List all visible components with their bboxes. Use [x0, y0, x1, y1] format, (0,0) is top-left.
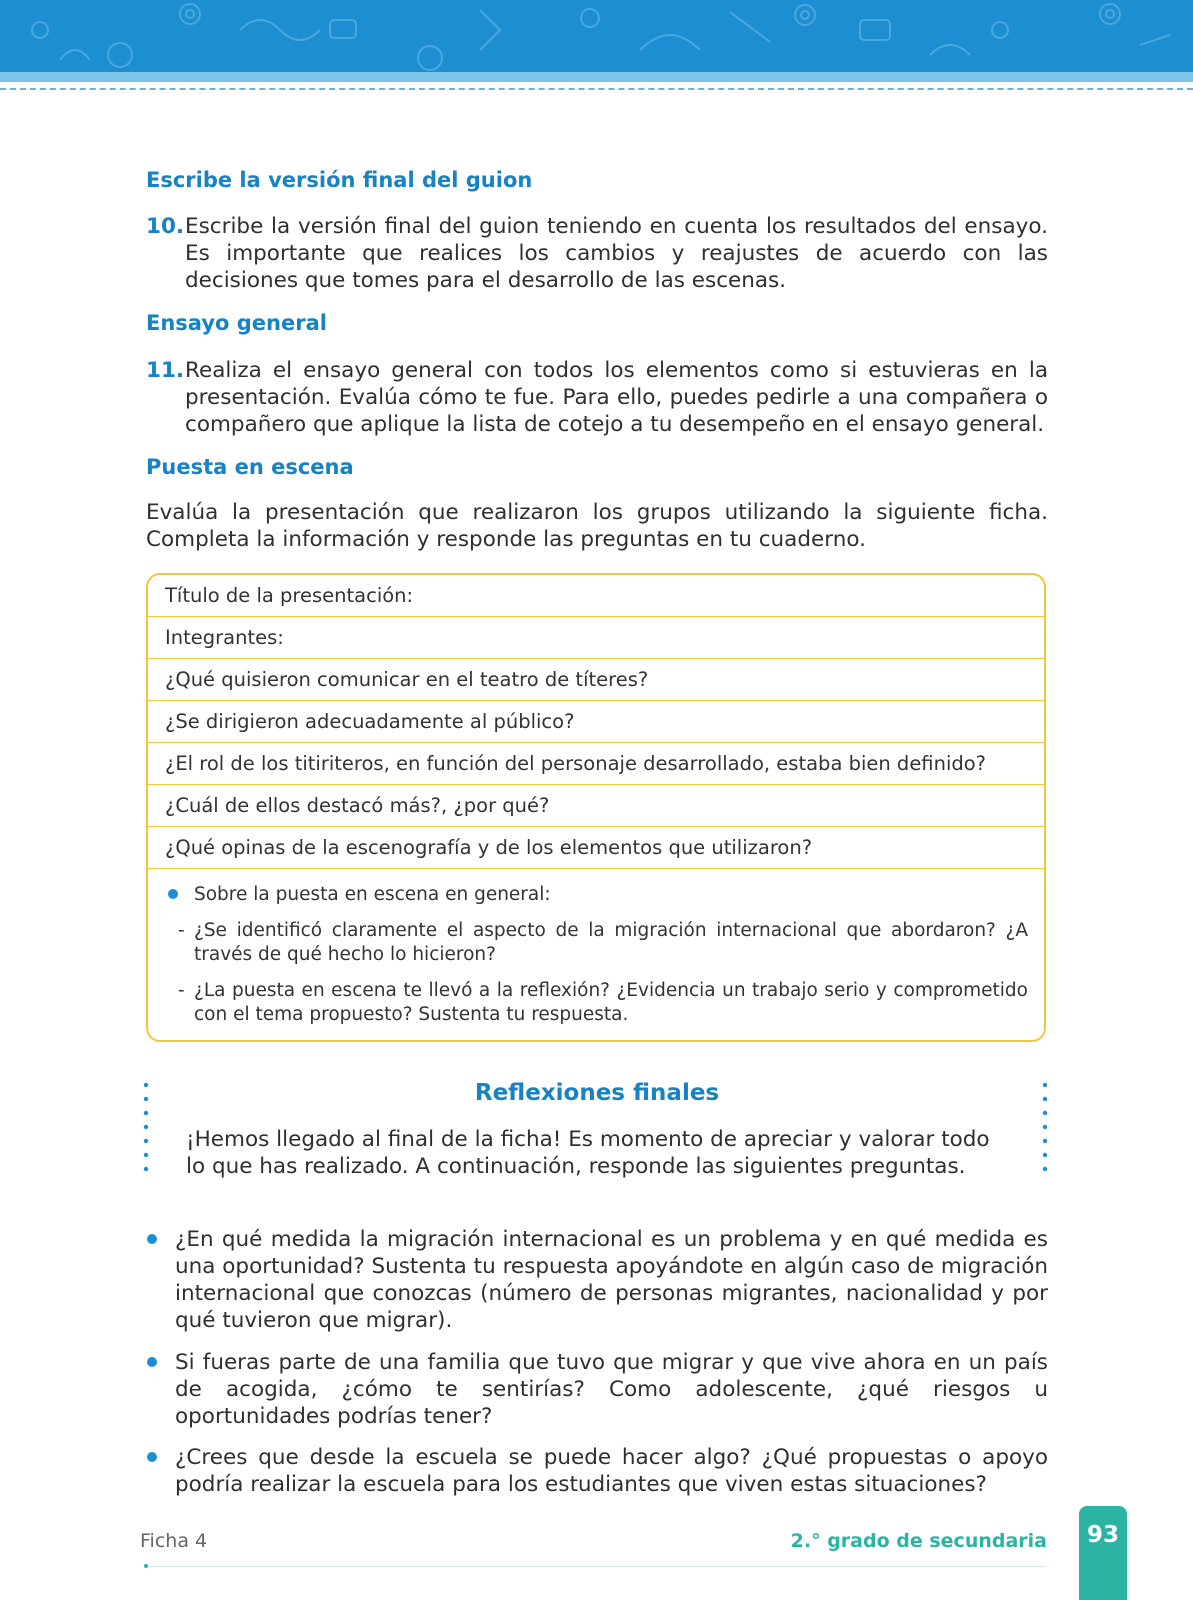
question-text: ¿En qué medida la migración internacional es un problema y en qué medida es una oportunidad? Sustenta tu respuesta apoyándote en algún caso de migración internacional que conozcas (número de personas migrantes, nacionalidad y por qué tuvieron que migrar).: [175, 1227, 1048, 1333]
header-banner: [0, 0, 1193, 72]
footer-ficha-label: Ficha 4: [140, 1530, 208, 1552]
list-item-11: [146, 357, 1048, 438]
footer-dot-icon: [144, 1564, 148, 1568]
heading-puesta-en-escena: Puesta en escena: [146, 455, 354, 479]
form-row: ¿Qué quisieron comunicar en el teatro de títeres?: [148, 659, 1044, 701]
question-item: [146, 1444, 1048, 1498]
list-item-10: [146, 213, 1048, 294]
form-row: ¿Qué opinas de la escenografía y de los elementos que utilizaron?: [148, 827, 1044, 869]
form-row: ¿Cuál de ellos destacó más?, ¿por qué?: [148, 785, 1044, 827]
page-number: 93: [1079, 1506, 1127, 1600]
bullet-icon: [147, 1234, 157, 1244]
footer-divider: [146, 1566, 1046, 1567]
form-subitem-text: ¿La puesta en escena te llevó a la reflexión? ¿Evidencia un trabajo serio y comprometido con el tema propuesto? Sustenta tu respuesta.: [194, 980, 1028, 1025]
dash-icon: -: [178, 980, 185, 1001]
form-row: ¿Se dirigieron adecuadamente al público?: [148, 701, 1044, 743]
evaluation-form: [146, 573, 1046, 1042]
form-general-section: [148, 869, 1044, 1027]
bullet-icon: [147, 1357, 157, 1367]
header-dashed-divider: [0, 88, 1193, 90]
question-text: ¿Crees que desde la escuela se puede hacer algo? ¿Qué propuestas o apoyo podría realizar la escuela para los estudiantes que viven estas situaciones?: [175, 1445, 1048, 1497]
form-row: ¿El rol de los titiriteros, en función del personaje desarrollado, estaba bien definido?: [148, 743, 1044, 785]
form-row: Título de la presentación:: [148, 575, 1044, 617]
item-text: Realiza el ensayo general con todos los elementos como si estuvieras en la presentación. Evalúa cómo te fue. Para ello, puedes pedirle a una compañera o compañero que aplique la lista de cotejo a tu desempeño en el ensayo general.: [185, 358, 1048, 437]
puesta-intro: Evalúa la presentación que realizaron los grupos utilizando la siguiente ficha. Completa la información y responde las preguntas en tu cuaderno.: [146, 500, 1048, 552]
bullet-icon: [147, 1452, 157, 1462]
item-number: 10.: [146, 214, 185, 239]
form-bullet: [165, 882, 1028, 907]
doodle-pattern-icon: [0, 0, 1193, 72]
question-text: Si fueras parte de una familia que tuvo que migrar y que vive ahora en un país de acogida, ¿cómo te sentirías? Como adolescente, ¿qué riesgos u oportunidades podrías tener?: [175, 1350, 1048, 1429]
form-subitem-text: ¿Se identificó claramente el aspecto de la migración internacional que abordaron? ¿A través de qué hecho lo hicieron?: [194, 920, 1028, 965]
heading-ensayo-general: Ensayo general: [146, 311, 327, 335]
heading-version-final: Escribe la versión final del guion: [146, 168, 533, 192]
item-text: Escribe la versión final del guion teniendo en cuenta los resultados del ensayo. Es importante que realices los cambios y reajustes de acuerdo con las decisiones que tomes para el desarrollo de las escenas.: [185, 214, 1048, 293]
bullet-icon: [168, 889, 178, 899]
question-item: [146, 1349, 1048, 1430]
form-subitem: [165, 979, 1028, 1027]
form-row: Integrantes:: [148, 617, 1044, 659]
form-bullet-text: Sobre la puesta en escena en general:: [194, 884, 551, 905]
reflexiones-title: Reflexiones finales: [474, 1080, 720, 1106]
footer-grade-label: 2.° grado de secundaria: [790, 1530, 1047, 1552]
dash-icon: -: [178, 920, 185, 941]
reflexiones-text: ¡Hemos llegado al final de la ficha! Es momento de apreciar y valorar todo lo que has realizado. A continuación, responde las siguientes preguntas.: [186, 1127, 990, 1179]
item-number: 11.: [146, 358, 185, 383]
header-stripe: [0, 72, 1193, 82]
question-item: [146, 1226, 1048, 1334]
form-subitem: [165, 919, 1028, 967]
